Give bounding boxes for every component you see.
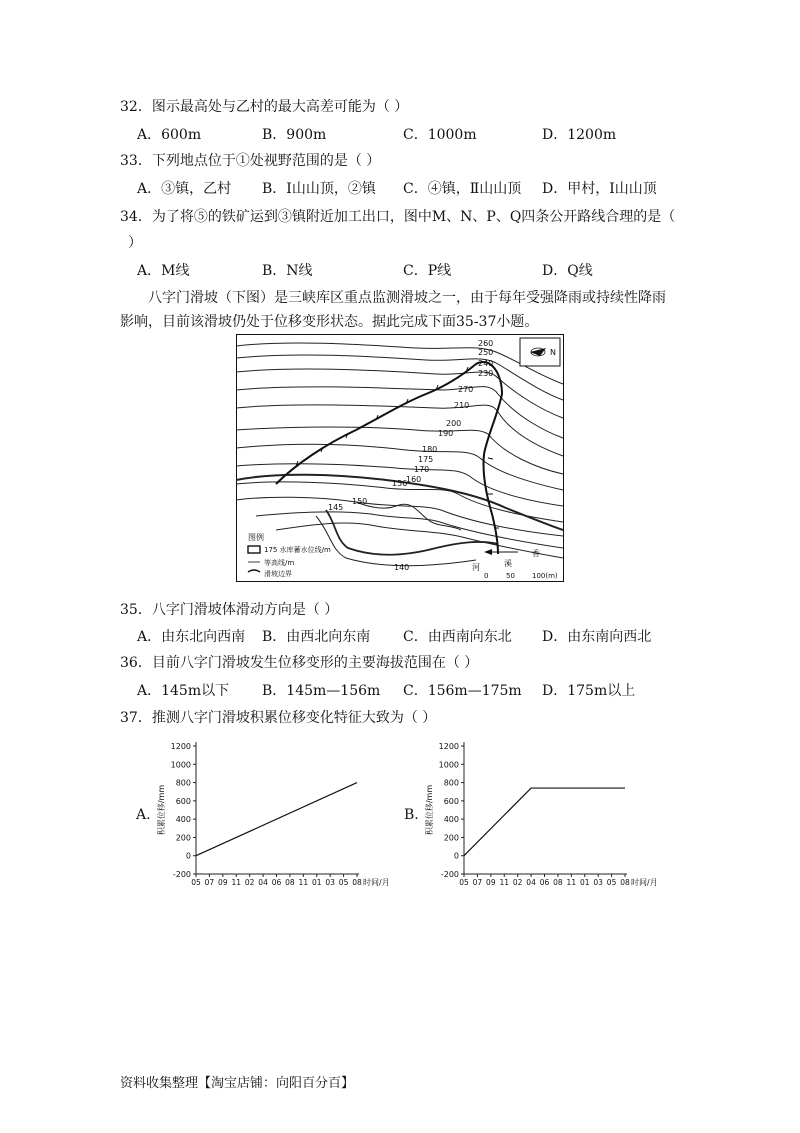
y-tick-label: 0 [453, 851, 459, 861]
passage-line-2: 影响，目前该滑坡仍处于位移变形状态。据此完成下面35-37小题。 [120, 314, 539, 330]
scale-0: 0 [484, 572, 489, 580]
x-tick-label: 05 [191, 878, 201, 887]
legend-item-boundary: 滑坡边界 [264, 570, 292, 578]
q33-option-c: C．④镇，Ⅱ山山顶 [403, 181, 522, 197]
scale-100: 100(m) [532, 572, 558, 580]
chart-option-b [418, 734, 668, 890]
x-tick-label: 07 [204, 878, 215, 887]
x-tick-label: 07 [472, 878, 483, 887]
y-tick-label: -200 [440, 870, 459, 879]
contour-label: 180 [422, 445, 438, 454]
q32-stem: 32．图示最高处与乙村的最大高差可能为（ ） [120, 99, 409, 115]
y-tick-label: 1000 [438, 760, 459, 770]
y-axis-label: 积累位移/mm [425, 784, 434, 836]
contour-label: 150 [352, 497, 368, 506]
y-tick-label: 800 [443, 778, 459, 788]
series-line [464, 788, 625, 856]
x-tick-label: 01 [579, 878, 590, 887]
contour-label: 200 [446, 419, 462, 428]
contour-label: 210 [454, 401, 470, 410]
river-name-right: 溪 [504, 559, 512, 568]
q36-option-a: A．145m以下 [137, 683, 230, 699]
contour-label: 160 [406, 475, 422, 484]
q32-option-c: C．1000m [403, 127, 477, 143]
x-tick-label: 11 [298, 878, 309, 887]
x-tick-label: 06 [271, 878, 282, 887]
q36-option-b: B．145m—156m [262, 683, 381, 699]
contour-label: 140 [394, 563, 410, 572]
q33-stem: 33．下列地点位于①处视野范围的是（ ） [120, 153, 381, 169]
y-tick-label: 1200 [438, 742, 459, 751]
x-tick-label: 02 [244, 878, 255, 887]
q36-stem: 36．目前八字门滑坡发生位移变形的主要海拔范围在（ ） [120, 655, 479, 671]
q35-option-c: C．由西南向东北 [403, 629, 512, 645]
y-tick-label: 600 [175, 796, 191, 806]
north-label: N [550, 348, 556, 357]
x-tick-label: 05 [459, 878, 469, 887]
q35-option-d: D．由东南向西北 [542, 629, 652, 645]
y-tick-label: 600 [443, 796, 459, 806]
y-tick-label: -200 [172, 870, 191, 879]
contour-label: 175 [418, 455, 434, 464]
x-tick-label: 03 [593, 878, 603, 887]
x-axis-label: 时间/月 [631, 878, 658, 887]
y-tick-label: 200 [443, 833, 459, 843]
landslide-contour-map [236, 334, 564, 582]
q34-option-a: A．M线 [137, 263, 190, 279]
q35-option-b: B．由西北向东南 [262, 629, 371, 645]
legend-item-water-level: 175 水库蓄水位线/m [264, 546, 331, 554]
x-tick-label: 11 [566, 878, 577, 887]
contour-label: 240 [478, 359, 494, 368]
x-tick-label: 01 [311, 878, 322, 887]
contour-label: 145 [328, 503, 344, 512]
y-tick-label: 400 [175, 815, 191, 825]
x-tick-label: 08 [620, 878, 630, 887]
q32-option-d: D．1200m [542, 127, 617, 143]
series-line [196, 783, 357, 856]
y-tick-label: 200 [175, 833, 191, 843]
contour-label: 270 [458, 385, 474, 394]
q32-option-a: A．600m [137, 127, 202, 143]
q33-option-a: A．③镇，乙村 [137, 181, 232, 197]
q37-option-a-label: A. [136, 807, 151, 823]
q37-stem: 37．推测八字门滑坡积累位移变化特征大致为（ ） [120, 710, 437, 726]
q33-option-d: D．甲村，Ⅰ山山顶 [542, 181, 657, 197]
q36-option-c: C．156m—175m [403, 683, 522, 699]
legend-item-contour: 等高线/m [264, 559, 295, 567]
q34-option-d: D．Q线 [542, 263, 593, 279]
x-tick-label: 09 [486, 878, 496, 887]
x-tick-label: 04 [526, 878, 536, 887]
x-tick-label: 04 [258, 878, 268, 887]
q36-option-d: D．175m以上 [542, 683, 636, 699]
x-tick-label: 11 [499, 878, 510, 887]
river-name-left: 河 [472, 563, 480, 572]
contour-label: 190 [438, 429, 454, 438]
scale-50: 50 [506, 572, 515, 580]
q34-stem: 34．为了将⑤的铁矿运到③镇附近加工出口，图中M、N、P、Q四条公开路线合理的是（ [120, 209, 676, 225]
q33-option-b: B．Ⅰ山山顶，②镇 [262, 181, 376, 197]
q34-option-b: B．N线 [262, 263, 313, 279]
y-axis-label: 积累位移/mm [157, 784, 166, 836]
contour-label: 250 [478, 348, 494, 357]
y-tick-label: 400 [443, 815, 459, 825]
x-tick-label: 06 [539, 878, 550, 887]
q32-option-b: B．900m [262, 127, 327, 143]
chart-option-a [150, 734, 400, 890]
river-name-far: 香 [532, 549, 540, 558]
q37-option-b-label: B. [404, 807, 419, 823]
x-axis-label: 时间/月 [363, 878, 390, 887]
x-tick-label: 08 [285, 878, 295, 887]
x-tick-label: 11 [231, 878, 242, 887]
x-tick-label: 03 [325, 878, 335, 887]
q34-option-c: C．P线 [403, 263, 452, 279]
x-tick-label: 05 [606, 878, 617, 887]
x-tick-label: 08 [553, 878, 563, 887]
y-tick-label: 0 [185, 851, 191, 861]
q35-stem: 35．八字门滑坡体滑动方向是（ ） [120, 602, 339, 618]
legend-title: 图例 [248, 533, 264, 542]
x-tick-label: 09 [218, 878, 228, 887]
passage-line-1: 八字门滑坡（下图）是三峡库区重点监测滑坡之一，由于每年受强降雨或持续性降雨 [148, 290, 666, 306]
q35-option-a: A．由东北向西南 [137, 629, 246, 645]
contour-label: 170 [414, 465, 430, 474]
contour-label: 230 [478, 369, 494, 378]
footer-text: 资料收集整理【淘宝店铺：向阳百分百】 [120, 1076, 355, 1091]
contour-label: 260 [478, 339, 494, 348]
y-tick-label: 800 [175, 778, 191, 788]
x-tick-label: 02 [512, 878, 523, 887]
contour-label: 156 [392, 479, 408, 488]
x-tick-label: 05 [338, 878, 349, 887]
x-tick-label: 08 [352, 878, 362, 887]
q34-stem-cont: ） [128, 235, 142, 251]
y-tick-label: 1200 [170, 742, 191, 751]
y-tick-label: 1000 [170, 760, 191, 770]
